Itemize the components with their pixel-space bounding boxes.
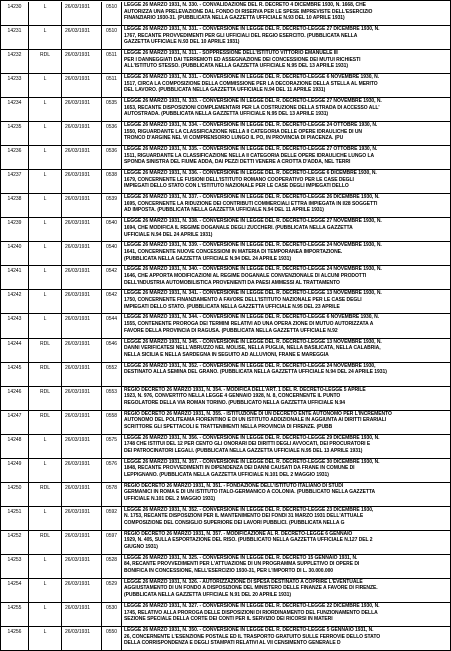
record-page: 0540 bbox=[102, 218, 122, 241]
table-row bbox=[1, 218, 451, 242]
record-description bbox=[122, 218, 451, 241]
record-date: 26/03/1931 bbox=[62, 483, 102, 506]
record-page: 0542 bbox=[102, 290, 122, 313]
record-number: 14243 bbox=[1, 314, 29, 337]
record-date: 26/03/1931 bbox=[62, 435, 102, 458]
description-line: 1641, CONCERNENTE NUOVE CONCESSIONI IN MATERIA DI TEMPORANEA IMPORTAZIONE. bbox=[124, 248, 343, 255]
description-line: 1745, RELATIVO ALLA PROROGA DELLE DISPOSIZIONI DI RIORDINAMENTO DEL FUNZIONAMENTO DELLA bbox=[124, 609, 378, 616]
table-row bbox=[1, 170, 451, 194]
table-row bbox=[1, 50, 451, 74]
description-line: 84, RECANTE PROVVEDIMENTI PER L'ATTUAZIONE DI UN PROGRAMMA SUPPLETIVO DI OPERE DI bbox=[124, 561, 360, 568]
description-line: 1555, CONTENENTE PROROGA DEI TERMINI RELATIVI AD UNA OPERA ZIONE DI MUTUO AUTORIZZATA A bbox=[124, 321, 374, 328]
record-date: 26/03/1931 bbox=[62, 122, 102, 145]
record-description bbox=[122, 531, 451, 554]
description-line: GAZZETTA UFFICIALE N.93 DEL 10 APRILE 1931) bbox=[124, 39, 240, 46]
record-number: 14249 bbox=[1, 459, 29, 482]
record-description bbox=[122, 2, 451, 25]
description-line: LEGGE 26 MARZO 1931, N. 340. - CONVERSIONE IN LEGGE DEL R. DECRETO-LEGGE 24 NOVEMBRE 1930, N. bbox=[124, 266, 382, 273]
description-line: LEGGE 26 MARZO 1931, N. 356. - CONVERSIONE IN LEGGE DEL R. DECRETO-LEGGE 29 DICEMBRE 1930, N. bbox=[124, 434, 380, 441]
description-line: AUTORIZZA UNA PRELEVAZIONE DAL FONDO DI RISERVA PER LE SPESE IMPREVISTE DELL'ESERCIZIO bbox=[124, 8, 373, 15]
record-date: 26/03/1931 bbox=[62, 411, 102, 434]
table-row bbox=[1, 411, 451, 435]
record-page: 0529 bbox=[102, 579, 122, 602]
record-type: RDL bbox=[29, 339, 62, 362]
record-description bbox=[122, 26, 451, 49]
record-page: 0538 bbox=[102, 170, 122, 193]
record-page: 0552 bbox=[102, 363, 122, 386]
table-row bbox=[1, 290, 451, 314]
record-description bbox=[122, 170, 451, 193]
record-date: 26/03/1931 bbox=[62, 170, 102, 193]
record-number: 14237 bbox=[1, 170, 29, 193]
description-line: LEGGE 26 MARZO 1931, N. 327. - CONVERSIONE IN LEGGE DEL R. DECRETO-LEGGE 22 DICEMBRE 1930, N. bbox=[124, 602, 380, 609]
record-number: 14247 bbox=[1, 411, 29, 434]
description-line: 1748 CHE ISTITUI DEL 12 PER CENTO GLI ONORARI DEI DIRITTI DEGLI AVVOCATI, DEI PROCURATORI E bbox=[124, 441, 371, 448]
record-type: L bbox=[29, 242, 62, 265]
record-type: L bbox=[29, 218, 62, 241]
record-number: 14248 bbox=[1, 435, 29, 458]
table-row bbox=[1, 483, 451, 507]
record-date: 26/03/1931 bbox=[62, 579, 102, 602]
record-description bbox=[122, 387, 451, 410]
record-date: 26/03/1931 bbox=[62, 531, 102, 554]
record-description bbox=[122, 266, 451, 289]
table-row bbox=[1, 74, 451, 98]
description-line: 1750, CONCERNENTE FINANZIAMENTO A FAVORE DELL'ISTITUTO NAZIONALE PER LE CASE DEGLI bbox=[124, 297, 362, 304]
record-description bbox=[122, 74, 451, 97]
description-line: REGIO DECRETO 26 MARZO 1931, N. 355. - ISTITUZIONE DI UN DECRETO ENTE AUTONOMO PER L'INCREMENTO bbox=[124, 410, 392, 417]
record-description bbox=[122, 555, 451, 578]
description-line: NELLA SICILIA E NELLA SARDEGNA IN SEGUITO AD ALLUVIONI, FRANE E MAREGGIA bbox=[124, 351, 329, 358]
record-type: L bbox=[29, 146, 62, 169]
table-row bbox=[1, 459, 451, 483]
description-line: LEGGE 26 MARZO 1931, N. 325. - CONVERSIONE IN LEGGE DEL R. DECRETO 15 GENNAIO 1931, N. bbox=[124, 554, 358, 561]
record-type: L bbox=[29, 122, 62, 145]
record-number: 14256 bbox=[1, 627, 29, 650]
description-line: LEGGE 26 MARZO 1931, N. 334. - CONVERSIONE IN LEGGE DEL R. DECRETO-LEGGE 24 OTTOBRE 1930, N. bbox=[124, 122, 378, 129]
description-line: REGIO DECRETO 26 MARZO 1931, N. 351. - FONDAZIONE DELL'ISTITUTO ITALIANO DI STUDI bbox=[124, 482, 344, 489]
description-line: GERMANICI IN ROMA E DI UN ISTITUTO ITALO-GERMANICO A COLONIA. (PUBBLICATO NELLA GAZZETTA bbox=[124, 489, 376, 496]
description-line: AUTOSTRADA. (PUBBLICATA NELLA GAZZETTA UFFICIALE N.95 DEL 13 APRILE 1931) bbox=[124, 111, 329, 118]
table-row bbox=[1, 579, 451, 603]
record-date: 26/03/1931 bbox=[62, 387, 102, 410]
table-row bbox=[1, 339, 451, 363]
table-row bbox=[1, 2, 451, 26]
record-page: 0576 bbox=[102, 459, 122, 482]
record-page: 0597 bbox=[102, 531, 122, 554]
record-page: 0542 bbox=[102, 266, 122, 289]
record-number: 14240 bbox=[1, 242, 29, 265]
record-type: RDL bbox=[29, 363, 62, 386]
description-line: LEGGE 26 MARZO 1931, N. 331. - CONVERSIONE IN LEGGE DEL R. DECRETO-LEGGE 6 NOVEMBRE 1930, N. bbox=[124, 74, 380, 81]
record-number: 14231 bbox=[1, 26, 29, 49]
record-date: 26/03/1931 bbox=[62, 146, 102, 169]
record-description bbox=[122, 122, 451, 145]
record-date: 26/03/1931 bbox=[62, 266, 102, 289]
description-line: 1653, RECANTE DISPOSIZIONI COMPLEMENTARI PER LA COSTRUZIONE DELLA STRADA DI ACCESSO ALL' bbox=[124, 104, 380, 111]
record-type: RDL bbox=[29, 411, 62, 434]
description-line: IMPIEGATI DELLO STATO CON L'ISTITUTO NAZIONALE PER LE CASE DEGLI IMPIEGATI DELLO bbox=[124, 183, 349, 190]
record-date: 26/03/1931 bbox=[62, 194, 102, 217]
description-line: IMPIEGATI DELLO STATO. (PUBBLICATA NELLA GAZZETTA UFFICIALE N.95 DEL 23 APRILE bbox=[124, 303, 340, 310]
record-date: 26/03/1931 bbox=[62, 339, 102, 362]
record-number: 14232 bbox=[1, 50, 29, 73]
record-page: 0510 bbox=[102, 2, 122, 25]
record-number: 14252 bbox=[1, 531, 29, 554]
description-line: BONIFICA IN CONCESSIONE, NELL'ESERCIZIO 1930-31, PER L'IMPORTO DI L. 30.000.000 bbox=[124, 568, 334, 575]
description-line: LEGGE 26 MARZO 1931, N. 311. - SOPPRESSIONE DELL'ISTITUTO VITTORIO EMANUELE III bbox=[124, 50, 338, 57]
description-line: PER I DANNEGGIATI DAI TERREMOTI ED ASSEGNAZIONE DEI CONCESSIONE DEI MUTUI RICHIESTI bbox=[124, 56, 361, 63]
description-line: DESTINATO ALLA SEMINA DEL GRANO. (PUBBLICATA NELLA GAZZETTA UFFICIALE N.94 DEL 24 APRILE 1931) bbox=[124, 369, 387, 376]
record-date: 26/03/1931 bbox=[62, 218, 102, 241]
record-date: 26/03/1931 bbox=[62, 50, 102, 73]
record-type: L bbox=[29, 555, 62, 578]
table-row bbox=[1, 507, 451, 531]
description-line: LEGGE 26 MARZO 1931, N. 341. - CONVERSIONE IN LEGGE DEL R. DECRETO-LEGGE 13 NOVEMBRE 1930, N. bbox=[124, 290, 382, 297]
record-type: RDL bbox=[29, 387, 62, 410]
record-page: 0540 bbox=[102, 242, 122, 265]
record-number: 14244 bbox=[1, 339, 29, 362]
record-description bbox=[122, 363, 451, 386]
record-type: RDL bbox=[29, 483, 62, 506]
description-line: LEGGE 26 MARZO 1931, N. 345. - CONVERSIONE IN LEGGE DEL R. DECRETO-LEGGE 13 NOVEMBRE 1930, N. bbox=[124, 338, 382, 345]
description-line: LEPPIGNANO. (PUBBLICATA NELLA GAZZETTA UFFICIALE N.101 DEL 2 MAGGIO 1931) bbox=[124, 471, 329, 478]
table-row bbox=[1, 555, 451, 579]
description-line: DANNI VERIFICATESI NELL'ABRUZZO NEL MOLISE, NELLA PUGLIA, NELLA BASILICATA, NELLA CALABRIA, bbox=[124, 345, 381, 352]
description-line: LEGGE 26 MARZO 1931, N. 326. - AUTORIZZAZIONE DI SPESA DESTINATO A COPRIRE L'EVENTUALE bbox=[124, 578, 363, 585]
record-description bbox=[122, 459, 451, 482]
record-description bbox=[122, 146, 451, 169]
record-description bbox=[122, 290, 451, 313]
description-line: REGOLATORE DELLA VIA ROMAN TORINO. (PUBBLICATO NELLA GAZZETTA UFFICIALE N.94 bbox=[124, 399, 346, 406]
description-line: COMPOSIZIONE DEL CONSIGLIO SUPERIORE DEI LAVORI PUBBLICI. (PUBBLICATA NELLA G bbox=[124, 519, 345, 526]
description-line: 1767, RECANTE PROVVEDIMENTI PER GLI UFFICIALI DEL REGIO ESERCITO. (PUBBLICATA NELLA bbox=[124, 32, 358, 39]
record-number: 14238 bbox=[1, 194, 29, 217]
description-line: LEGGE 26 MARZO 1931, N. 335. - CONVERSIONE IN LEGGE DEL R. DECRETO-LEGGE 27 OTTOBRE 1930, N. bbox=[124, 146, 378, 153]
record-number: 14239 bbox=[1, 218, 29, 241]
description-line: REGIO DECRETO 26 MARZO 1931, N. 354. - MODIFICA DELL'ART. 1 DEL R. DECRETO-LEGGE 5 APRILE bbox=[124, 386, 366, 393]
description-line: LEGGE 26 MARZO 1931, N. 333. - CONVERSIONE IN LEGGE DEL R. DECRETO-LEGGE 27 NOVEMBRE 1930, N. bbox=[124, 98, 382, 105]
record-type: L bbox=[29, 170, 62, 193]
description-line: UFFICIALE N.101 DEL 2 MAGGIO 1931) bbox=[124, 495, 216, 502]
record-description bbox=[122, 483, 451, 506]
table-row bbox=[1, 194, 451, 218]
table-row bbox=[1, 26, 451, 50]
record-date: 26/03/1931 bbox=[62, 459, 102, 482]
record-number: 14246 bbox=[1, 387, 29, 410]
description-line: DEI PATROCINATORI LEGALI. (PUBBLICATA NELLA GAZZETTA UFFICIALE N.95 DEL 13 APRILE 1931) bbox=[124, 447, 363, 454]
record-number: 14242 bbox=[1, 290, 29, 313]
record-description bbox=[122, 627, 451, 650]
record-type: L bbox=[29, 627, 62, 650]
description-line: AUTONOMO DEL POLITEAMA FIORENTINO E DI UN ISTITUTO ADDIZIONALE IN AGGIUNTA AI DIRITTI ERARIALI bbox=[124, 417, 387, 424]
record-number: 14245 bbox=[1, 363, 29, 386]
record-number: 14253 bbox=[1, 555, 29, 578]
description-line: LEGGE 26 MARZO 1931, N. 350. - CONVERSIONE IN LEGGE DEL R. DECRETO-LEGGE 5 GENNAIO 1931, N. bbox=[124, 626, 374, 633]
record-type: L bbox=[29, 290, 62, 313]
record-page: 0544 bbox=[102, 314, 122, 337]
table-row bbox=[1, 122, 451, 146]
record-type: L bbox=[29, 459, 62, 482]
description-line: GIUGNO 1931) bbox=[124, 543, 158, 550]
record-page: 0546 bbox=[102, 339, 122, 362]
description-line: FAVORE DELLA PROVINCIA DI RAGUSA. (PUBBLICATA NELLA GAZZETTA UFFICIALE N.92 bbox=[124, 327, 338, 334]
record-date: 26/03/1931 bbox=[62, 363, 102, 386]
record-date: 26/03/1931 bbox=[62, 242, 102, 265]
record-page: 0553 bbox=[102, 387, 122, 410]
record-type: RDL bbox=[29, 50, 62, 73]
record-date: 26/03/1931 bbox=[62, 507, 102, 530]
record-description bbox=[122, 242, 451, 265]
description-line: AGGIUSTAMENTO DI UN FONDO A DISPOSIZIONE DEL MINISTERO DELLE FINANZE A FAVORE DI FIRENZE. bbox=[124, 585, 378, 592]
record-number: 14236 bbox=[1, 146, 29, 169]
description-line: LEGGE 26 MARZO 1931, N. 339. - CONVERSIONE IN LEGGE DEL R. DECRETO-LEGGE 24 NOVEMBRE 1930, N. bbox=[124, 242, 382, 249]
record-page: 0592 bbox=[102, 507, 122, 530]
record-page: 0550 bbox=[102, 627, 122, 650]
record-page: 0530 bbox=[102, 603, 122, 626]
description-line: (PUBBLICATA NELLA GAZZETTA UFFICIALE N.94 DEL 24 APRILE 1931) bbox=[124, 255, 291, 262]
description-line: 1694, CHE MODIFICA IL REGIME DOGANALE DEGLI ZUCCHERI. (PUBBLICATA NELLA GAZZETTA bbox=[124, 224, 353, 231]
record-page: 0535 bbox=[102, 98, 122, 121]
record-number: 14234 bbox=[1, 98, 29, 121]
description-line: 1517, CIRCA LA COMPOSIZIONE DELLA COMMISSIONE PER LA DECORAZIONE DELLA STELLA AL MERITO bbox=[124, 80, 378, 87]
description-line: LEGGE 26 MARZO 1931, N. 331. - CONVERSIONE IN LEGGE DEL R. DECRETO-LEGGE 27 DICEMBRE 1930, N. bbox=[124, 26, 380, 33]
record-date: 26/03/1931 bbox=[62, 627, 102, 650]
record-number: 14254 bbox=[1, 579, 29, 602]
record-date: 26/03/1931 bbox=[62, 98, 102, 121]
record-page: 0536 bbox=[102, 146, 122, 169]
record-date: 26/03/1931 bbox=[62, 74, 102, 97]
record-page: 0536 bbox=[102, 122, 122, 145]
description-line: AD IMPOSTA. (PUBBLICATA NELLA GAZZETTA UFFICIALE N.94 DEL 11 APRILE 1931) bbox=[124, 207, 324, 214]
table-row bbox=[1, 98, 451, 122]
record-description bbox=[122, 411, 451, 434]
description-line: LEGGE 26 MARZO 1931, N. 336. - CONVERSIONE IN LEGGE DEL R. DECRETO-LEGGE 6 DICEMBRE 1930, N. bbox=[124, 170, 377, 177]
record-number: 14233 bbox=[1, 74, 29, 97]
record-description bbox=[122, 603, 451, 626]
record-page: 0558 bbox=[102, 411, 122, 434]
record-type: L bbox=[29, 603, 62, 626]
description-line: SCRITTORE GLI SPETTACOLI E TRATTENIMENTI NELLA PROVINCIA DI FIRENZE. (PUBB bbox=[124, 423, 333, 430]
record-type: L bbox=[29, 26, 62, 49]
record-page: 0539 bbox=[102, 194, 122, 217]
description-line: 1923, N. 976, CONVERTITO NELLA LEGGE 4 GENNAIO 1928, N. 8, CONCERNENTE IL PUNTO bbox=[124, 393, 341, 400]
description-line: SEZIONE SPECIALE DELLA CORTE DEI CONTI PER IL SERVIZIO DEI RICORSI IN MATERI bbox=[124, 616, 333, 623]
description-line: 26, CONCERNENTE L'ESENZIONE POSTALE ED IL TRASPORTO GRATUITO SULLE FERROVIE DELLO STATO bbox=[124, 633, 381, 640]
record-number: 14230 bbox=[1, 2, 29, 25]
description-line: LEGGE 26 MARZO 1931, N. 352. - CONVERSIONE IN LEGGE DEL R. DECRETO-LEGGE 24 NOVEMBRE 1930, bbox=[124, 362, 376, 369]
record-description bbox=[122, 98, 451, 121]
record-type: L bbox=[29, 74, 62, 97]
record-date: 26/03/1931 bbox=[62, 314, 102, 337]
description-line: ALL'ISTITUTO STESSO. (PUBBLICATA NELLA GAZZETTA UFFICIALE N.95 DEL 13 APRILE 1931) bbox=[124, 63, 348, 70]
description-line: LEGGE 26 MARZO 1931, N. 344. - CONVERSIONE IN LEGGE DEL R. DECRETO-LEGGE 6 NOVEMBRE 1930, N. bbox=[124, 314, 380, 321]
record-page: 0511 bbox=[102, 74, 122, 97]
description-line: N. 1753, RECANTE DISPOSIZIONI PER IL MANTENIMENTO DEI FONDI 31 MARZO 1931 DELL'ATTUALE bbox=[124, 513, 364, 520]
record-page: 0578 bbox=[102, 483, 122, 506]
table-row bbox=[1, 314, 451, 338]
description-line: DEL LAVORO. (PUBBLICATA NELLA GAZZETTA UFFICIALE N.94 DEL 11 APRILE 1931) bbox=[124, 87, 326, 94]
table-row bbox=[1, 435, 451, 459]
description-line: 1646, CHE APPORTA MODIFICAZIONI AL REGIME DOGANALE CONVENZIONALE DI ALCUNI PRODOTTI bbox=[124, 273, 367, 279]
description-line: 1695, CONCERNENTE LA RIDUZIONE DEI CONTRIBUTI COMMERCIALI ETTRA IMPIEGATA IN I/28 SOGGETTI bbox=[124, 200, 378, 207]
record-page: 0528 bbox=[102, 555, 122, 578]
record-description bbox=[122, 339, 451, 362]
record-date: 26/03/1931 bbox=[62, 603, 102, 626]
table-row bbox=[1, 387, 451, 411]
record-number: 14250 bbox=[1, 483, 29, 506]
table-row bbox=[1, 242, 451, 266]
table-row bbox=[1, 266, 451, 290]
description-line: LEGGE 26 MARZO 1931, N. 338. - CONVERSIONE IN LEGGE DEL R. DECRETO-LEGGE 27 NOVEMBRE 1930, N. bbox=[124, 218, 382, 225]
record-date: 26/03/1931 bbox=[62, 290, 102, 313]
table-row bbox=[1, 146, 451, 170]
record-date: 26/03/1931 bbox=[62, 26, 102, 49]
table-row bbox=[1, 363, 451, 387]
description-line: UFFICIALE N.94 DEL 24 APRILE 1931) bbox=[124, 231, 213, 238]
table-row bbox=[1, 531, 451, 555]
record-type: L bbox=[29, 507, 62, 530]
description-line: 1848, RECANTE PROVVEDIMENTI IN DIPENDENZA DEI DANNI CAUSATI DA FRANE IN COMUNE DI bbox=[124, 465, 355, 472]
record-type: L bbox=[29, 435, 62, 458]
record-description bbox=[122, 435, 451, 458]
record-description bbox=[122, 314, 451, 337]
record-description bbox=[122, 194, 451, 217]
description-line: 1550, RIGUARDANTE LA CLASSIFICAZIONE NELLA II CATEGORIA DELLE OPERE IDRAULICHE DI UN bbox=[124, 128, 362, 135]
record-page: 0575 bbox=[102, 435, 122, 458]
record-number: 14255 bbox=[1, 603, 29, 626]
record-type: RDL bbox=[29, 531, 62, 554]
description-line: TRONCO D'ARGINE NEL VI COMPRENSORIO LUNGO IL PO, IN PROVINCIA DI PIACENZA. (PU bbox=[124, 135, 344, 142]
description-line: DELLA CORRISPONDENZA E DEGLI STAMPATI RELATIVI AL VII CENSIMENTO GENERALE D bbox=[124, 640, 341, 647]
record-type: L bbox=[29, 2, 62, 25]
description-line: 1511, RIGUARDANTE LA CLASSIFICAZIONE NELLA II CATEGORIA DELLE OPERE IDRAULICHE LUNGO LA bbox=[124, 152, 375, 159]
description-line: FINANZIARIO 1930-31. (PUBBLICATA NELLA GAZZETTA UFFICIALE N.93 DEL 10 APRILE 1931) bbox=[124, 15, 345, 22]
record-number: 14235 bbox=[1, 122, 29, 145]
record-description bbox=[122, 50, 451, 73]
record-description bbox=[122, 579, 451, 602]
description-line: LEGGE 26 MARZO 1931, N. 337. - CONVERSIONE IN LEGGE DEL R. DECRETO-LEGGE 26 DICEMBRE 1930, N. bbox=[124, 194, 380, 201]
table-row bbox=[1, 627, 451, 651]
table-row bbox=[1, 603, 451, 627]
record-number: 14251 bbox=[1, 507, 29, 530]
record-page: 0510 bbox=[102, 26, 122, 49]
record-description bbox=[122, 507, 451, 530]
description-line: LEGGE 26 MARZO 1931, N. 357. - CONVERSIONE IN LEGGE DEL R. DECRETO-LEGGE 30 DICEMBRE 1930, N. bbox=[124, 458, 380, 465]
description-line: (PUBBLICATA NELLA GAZZETTA UFFICIALE N.91 DEL 20 APRILE 1931) bbox=[124, 592, 291, 599]
description-line: REGIO DECRETO 26 MARZO 1931, N. 357. - MODIFICAZIONE AL R. DECRETO-LEGGE 6 GENNAIO bbox=[124, 530, 353, 537]
description-line: DELL'INDUSTRIA AUTOMOBILISTICA PROVENIENTI DA PAESI AMMESSI AL TRATTAMENTO bbox=[124, 279, 340, 286]
record-type: L bbox=[29, 266, 62, 289]
description-line: SPONDA SINISTRA DEL FIUME ADDA, DAI PEZZI DETTI VENERE A CROTTA D'ADDA, NEL TERRI bbox=[124, 159, 351, 166]
record-type: L bbox=[29, 194, 62, 217]
record-date: 26/03/1931 bbox=[62, 2, 102, 25]
description-line: LEGGE 26 MARZO 1931, N. 352. - CONVERSIONE IN LEGGE DEL R. DECRETO-LEGGE 23 DICEMBRE 1930, bbox=[124, 506, 374, 513]
record-type: L bbox=[29, 314, 62, 337]
record-type: L bbox=[29, 98, 62, 121]
description-line: LEGGE 26 MARZO 1931, N. 330. - CONVALIDAZIONE DEL R. DECRETO 4 DICEMBRE 1930, N. 1668, CHE bbox=[124, 2, 366, 8]
record-number: 14241 bbox=[1, 266, 29, 289]
record-type: L bbox=[29, 579, 62, 602]
record-page: 0511 bbox=[102, 50, 122, 73]
record-date: 26/03/1931 bbox=[62, 555, 102, 578]
description-line: 1929, N. 405, SULLA ESPORTAZIONE DEL RISO. (PUBBLICATO NELLA GAZZETTA UFFICIALE N.127 DEL 2 bbox=[124, 537, 373, 544]
description-line: 1679, CONCERNENTE LE FUSIONI DELL'ISTITUTO ROMANO COOPERATIVO PER LE CASE DEGLI bbox=[124, 176, 354, 183]
